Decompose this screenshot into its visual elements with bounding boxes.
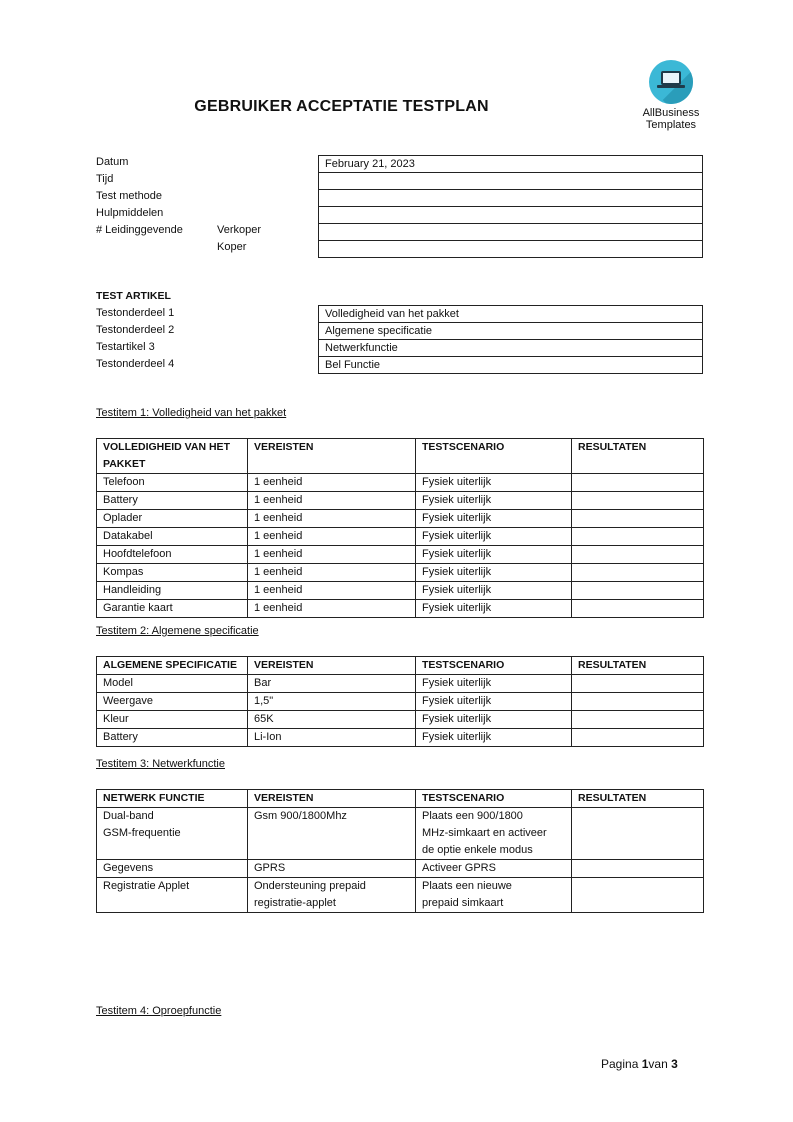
info-label-hulpmiddelen: Hulpmiddelen bbox=[96, 207, 164, 219]
table-cell: Telefoon bbox=[97, 474, 248, 492]
table-row bbox=[97, 729, 704, 747]
table-cell: Ondersteuning prepaid registratie-applet bbox=[248, 878, 416, 913]
table-row bbox=[97, 600, 704, 618]
table-cell: Oplader bbox=[97, 510, 248, 528]
column-header: RESULTATEN bbox=[572, 657, 704, 675]
table-cell: Fysiek uiterlijk bbox=[416, 510, 572, 528]
result-cell[interactable] bbox=[572, 564, 704, 582]
info-label-test-methode: Test methode bbox=[96, 190, 163, 202]
table-cell: Fysiek uiterlijk bbox=[416, 492, 572, 510]
artikel-label-3: Testartikel 3 bbox=[96, 341, 155, 353]
artikel-fields bbox=[318, 305, 703, 374]
table-row bbox=[97, 860, 704, 878]
table-cell: GPRS bbox=[248, 860, 416, 878]
koper-field[interactable] bbox=[319, 241, 703, 258]
info-sublabel-verkoper: Verkoper bbox=[217, 224, 262, 236]
table-header-row bbox=[97, 439, 704, 474]
table-row bbox=[97, 693, 704, 711]
column-header: TESTSCENARIO bbox=[416, 657, 572, 675]
artikel-label-4: Testonderdeel 4 bbox=[96, 358, 175, 370]
table-cell: Weergave bbox=[97, 693, 248, 711]
result-cell[interactable] bbox=[572, 582, 704, 600]
table-cell: Activeer GPRS bbox=[416, 860, 572, 878]
table-cell: Fysiek uiterlijk bbox=[416, 528, 572, 546]
result-cell[interactable] bbox=[572, 675, 704, 693]
column-header: NETWERK FUNCTIE bbox=[97, 790, 248, 808]
table-cell: Fysiek uiterlijk bbox=[416, 582, 572, 600]
logo-line1: AllBusiness bbox=[642, 107, 700, 119]
table-cell: 1 eenheid bbox=[248, 492, 416, 510]
info-label-leidinggevende: # Leidinggevende bbox=[96, 224, 183, 236]
info-label-datum: Datum bbox=[96, 156, 129, 168]
column-header: VEREISTEN bbox=[248, 790, 416, 808]
table-cell: Fysiek uiterlijk bbox=[416, 474, 572, 492]
table-cell: Model bbox=[97, 675, 248, 693]
result-cell[interactable] bbox=[572, 510, 704, 528]
table-cell: 1 eenheid bbox=[248, 600, 416, 618]
artikel-value-2[interactable]: Algemene specificatie bbox=[319, 323, 703, 340]
table-cell: Plaats een nieuwe prepaid simkaart bbox=[416, 878, 572, 913]
verkoper-field[interactable] bbox=[319, 224, 703, 241]
table-row bbox=[97, 711, 704, 729]
tijd-field[interactable] bbox=[319, 173, 703, 190]
testitem-4-heading: Testitem 4: Oproepfunctie bbox=[96, 1005, 222, 1017]
column-header: TESTSCENARIO bbox=[416, 790, 572, 808]
info-label-tijd: Tijd bbox=[96, 173, 114, 185]
column-header: RESULTATEN bbox=[572, 439, 704, 474]
table-cell: Dual-band GSM-frequentie bbox=[97, 808, 248, 860]
testitem-3-heading: Testitem 3: Netwerkfunctie bbox=[96, 758, 225, 770]
title-text: GEBRUIKER ACCEPTATIE TESTPLAN bbox=[194, 98, 489, 115]
company-logo bbox=[636, 60, 706, 131]
artikel-value-3[interactable]: Netwerkfunctie bbox=[319, 340, 703, 357]
testitem-2-heading: Testitem 2: Algemene specificatie bbox=[96, 625, 259, 637]
testitem-1-heading: Testitem 1: Volledigheid van het pakket bbox=[96, 407, 287, 419]
page-total: 3 bbox=[671, 1057, 678, 1071]
table-cell: Fysiek uiterlijk bbox=[416, 600, 572, 618]
result-cell[interactable] bbox=[572, 528, 704, 546]
table-row bbox=[97, 474, 704, 492]
table-row bbox=[97, 808, 704, 860]
table-cell: Plaats een 900/1800 MHz-simkaart en activeer de optie enkele modus bbox=[416, 808, 572, 860]
table-header-row bbox=[97, 657, 704, 675]
result-cell[interactable] bbox=[572, 492, 704, 510]
table-row bbox=[97, 675, 704, 693]
page-number bbox=[601, 1057, 678, 1071]
result-cell[interactable] bbox=[572, 711, 704, 729]
table-cell: Hoofdtelefoon bbox=[97, 546, 248, 564]
column-header: VEREISTEN bbox=[248, 657, 416, 675]
result-cell[interactable] bbox=[572, 878, 704, 913]
table-cell: Fysiek uiterlijk bbox=[416, 564, 572, 582]
table-cell: Fysiek uiterlijk bbox=[416, 711, 572, 729]
result-cell[interactable] bbox=[572, 729, 704, 747]
artikel-value-1[interactable]: Volledigheid van het pakket bbox=[319, 306, 703, 323]
result-cell[interactable] bbox=[572, 860, 704, 878]
table-row bbox=[97, 878, 704, 913]
result-cell[interactable] bbox=[572, 474, 704, 492]
table-cell: Battery bbox=[97, 729, 248, 747]
column-header: RESULTATEN bbox=[572, 790, 704, 808]
table-row bbox=[97, 528, 704, 546]
table-cell: 1 eenheid bbox=[248, 582, 416, 600]
info-fields bbox=[318, 155, 703, 258]
column-header: TESTSCENARIO bbox=[416, 439, 572, 474]
result-cell[interactable] bbox=[572, 546, 704, 564]
table-cell: Fysiek uiterlijk bbox=[416, 729, 572, 747]
table-row bbox=[97, 582, 704, 600]
test-methode-field[interactable] bbox=[319, 190, 703, 207]
datum-field[interactable]: February 21, 2023 bbox=[319, 156, 703, 173]
table-row bbox=[97, 510, 704, 528]
testitem-2-table bbox=[96, 656, 704, 747]
table-cell: Kompas bbox=[97, 564, 248, 582]
info-sublabel-koper: Koper bbox=[217, 241, 247, 253]
table-cell: Gsm 900/1800Mhz bbox=[248, 808, 416, 860]
column-header: VOLLEDIGHEID VAN HET PAKKET bbox=[97, 439, 248, 474]
table-cell: Gegevens bbox=[97, 860, 248, 878]
page-middle: van bbox=[648, 1057, 672, 1071]
table-cell: Fysiek uiterlijk bbox=[416, 546, 572, 564]
artikel-value-4[interactable]: Bel Functie bbox=[319, 357, 703, 374]
test-artikel-heading: TEST ARTIKEL bbox=[96, 290, 171, 302]
table-cell: Fysiek uiterlijk bbox=[416, 675, 572, 693]
testitem-3-table bbox=[96, 789, 704, 913]
page-current: 1 bbox=[641, 1057, 649, 1071]
table-cell: 1 eenheid bbox=[248, 510, 416, 528]
table-cell: Battery bbox=[97, 492, 248, 510]
table-row bbox=[97, 564, 704, 582]
hulpmiddelen-field[interactable] bbox=[319, 207, 703, 224]
logo-text bbox=[636, 107, 706, 131]
table-cell: 1 eenheid bbox=[248, 564, 416, 582]
result-cell[interactable] bbox=[572, 808, 704, 860]
table-header-row bbox=[97, 790, 704, 808]
result-cell[interactable] bbox=[572, 693, 704, 711]
table-cell: 65K bbox=[248, 711, 416, 729]
testitem-1-table bbox=[96, 438, 704, 618]
logo-line2: Templates bbox=[645, 119, 697, 131]
result-cell[interactable] bbox=[572, 600, 704, 618]
column-header: VEREISTEN bbox=[248, 439, 416, 474]
table-cell: Kleur bbox=[97, 711, 248, 729]
table-cell: Garantie kaart bbox=[97, 600, 248, 618]
table-cell: 1 eenheid bbox=[248, 546, 416, 564]
column-header: ALGEMENE SPECIFICATIE bbox=[97, 657, 248, 675]
artikel-label-1: Testonderdeel 1 bbox=[96, 307, 175, 319]
page-prefix: Pagina bbox=[601, 1057, 642, 1071]
table-cell: Li-Ion bbox=[248, 729, 416, 747]
table-cell: Registratie Applet bbox=[97, 878, 248, 913]
table-cell: 1,5" bbox=[248, 693, 416, 711]
artikel-label-2: Testonderdeel 2 bbox=[96, 324, 175, 336]
table-cell: Fysiek uiterlijk bbox=[416, 693, 572, 711]
table-cell: Handleiding bbox=[97, 582, 248, 600]
table-row bbox=[97, 492, 704, 510]
table-cell: Bar bbox=[248, 675, 416, 693]
table-cell: 1 eenheid bbox=[248, 528, 416, 546]
table-cell: Datakabel bbox=[97, 528, 248, 546]
table-row bbox=[97, 546, 704, 564]
table-cell: 1 eenheid bbox=[248, 474, 416, 492]
laptop-icon bbox=[649, 60, 693, 104]
